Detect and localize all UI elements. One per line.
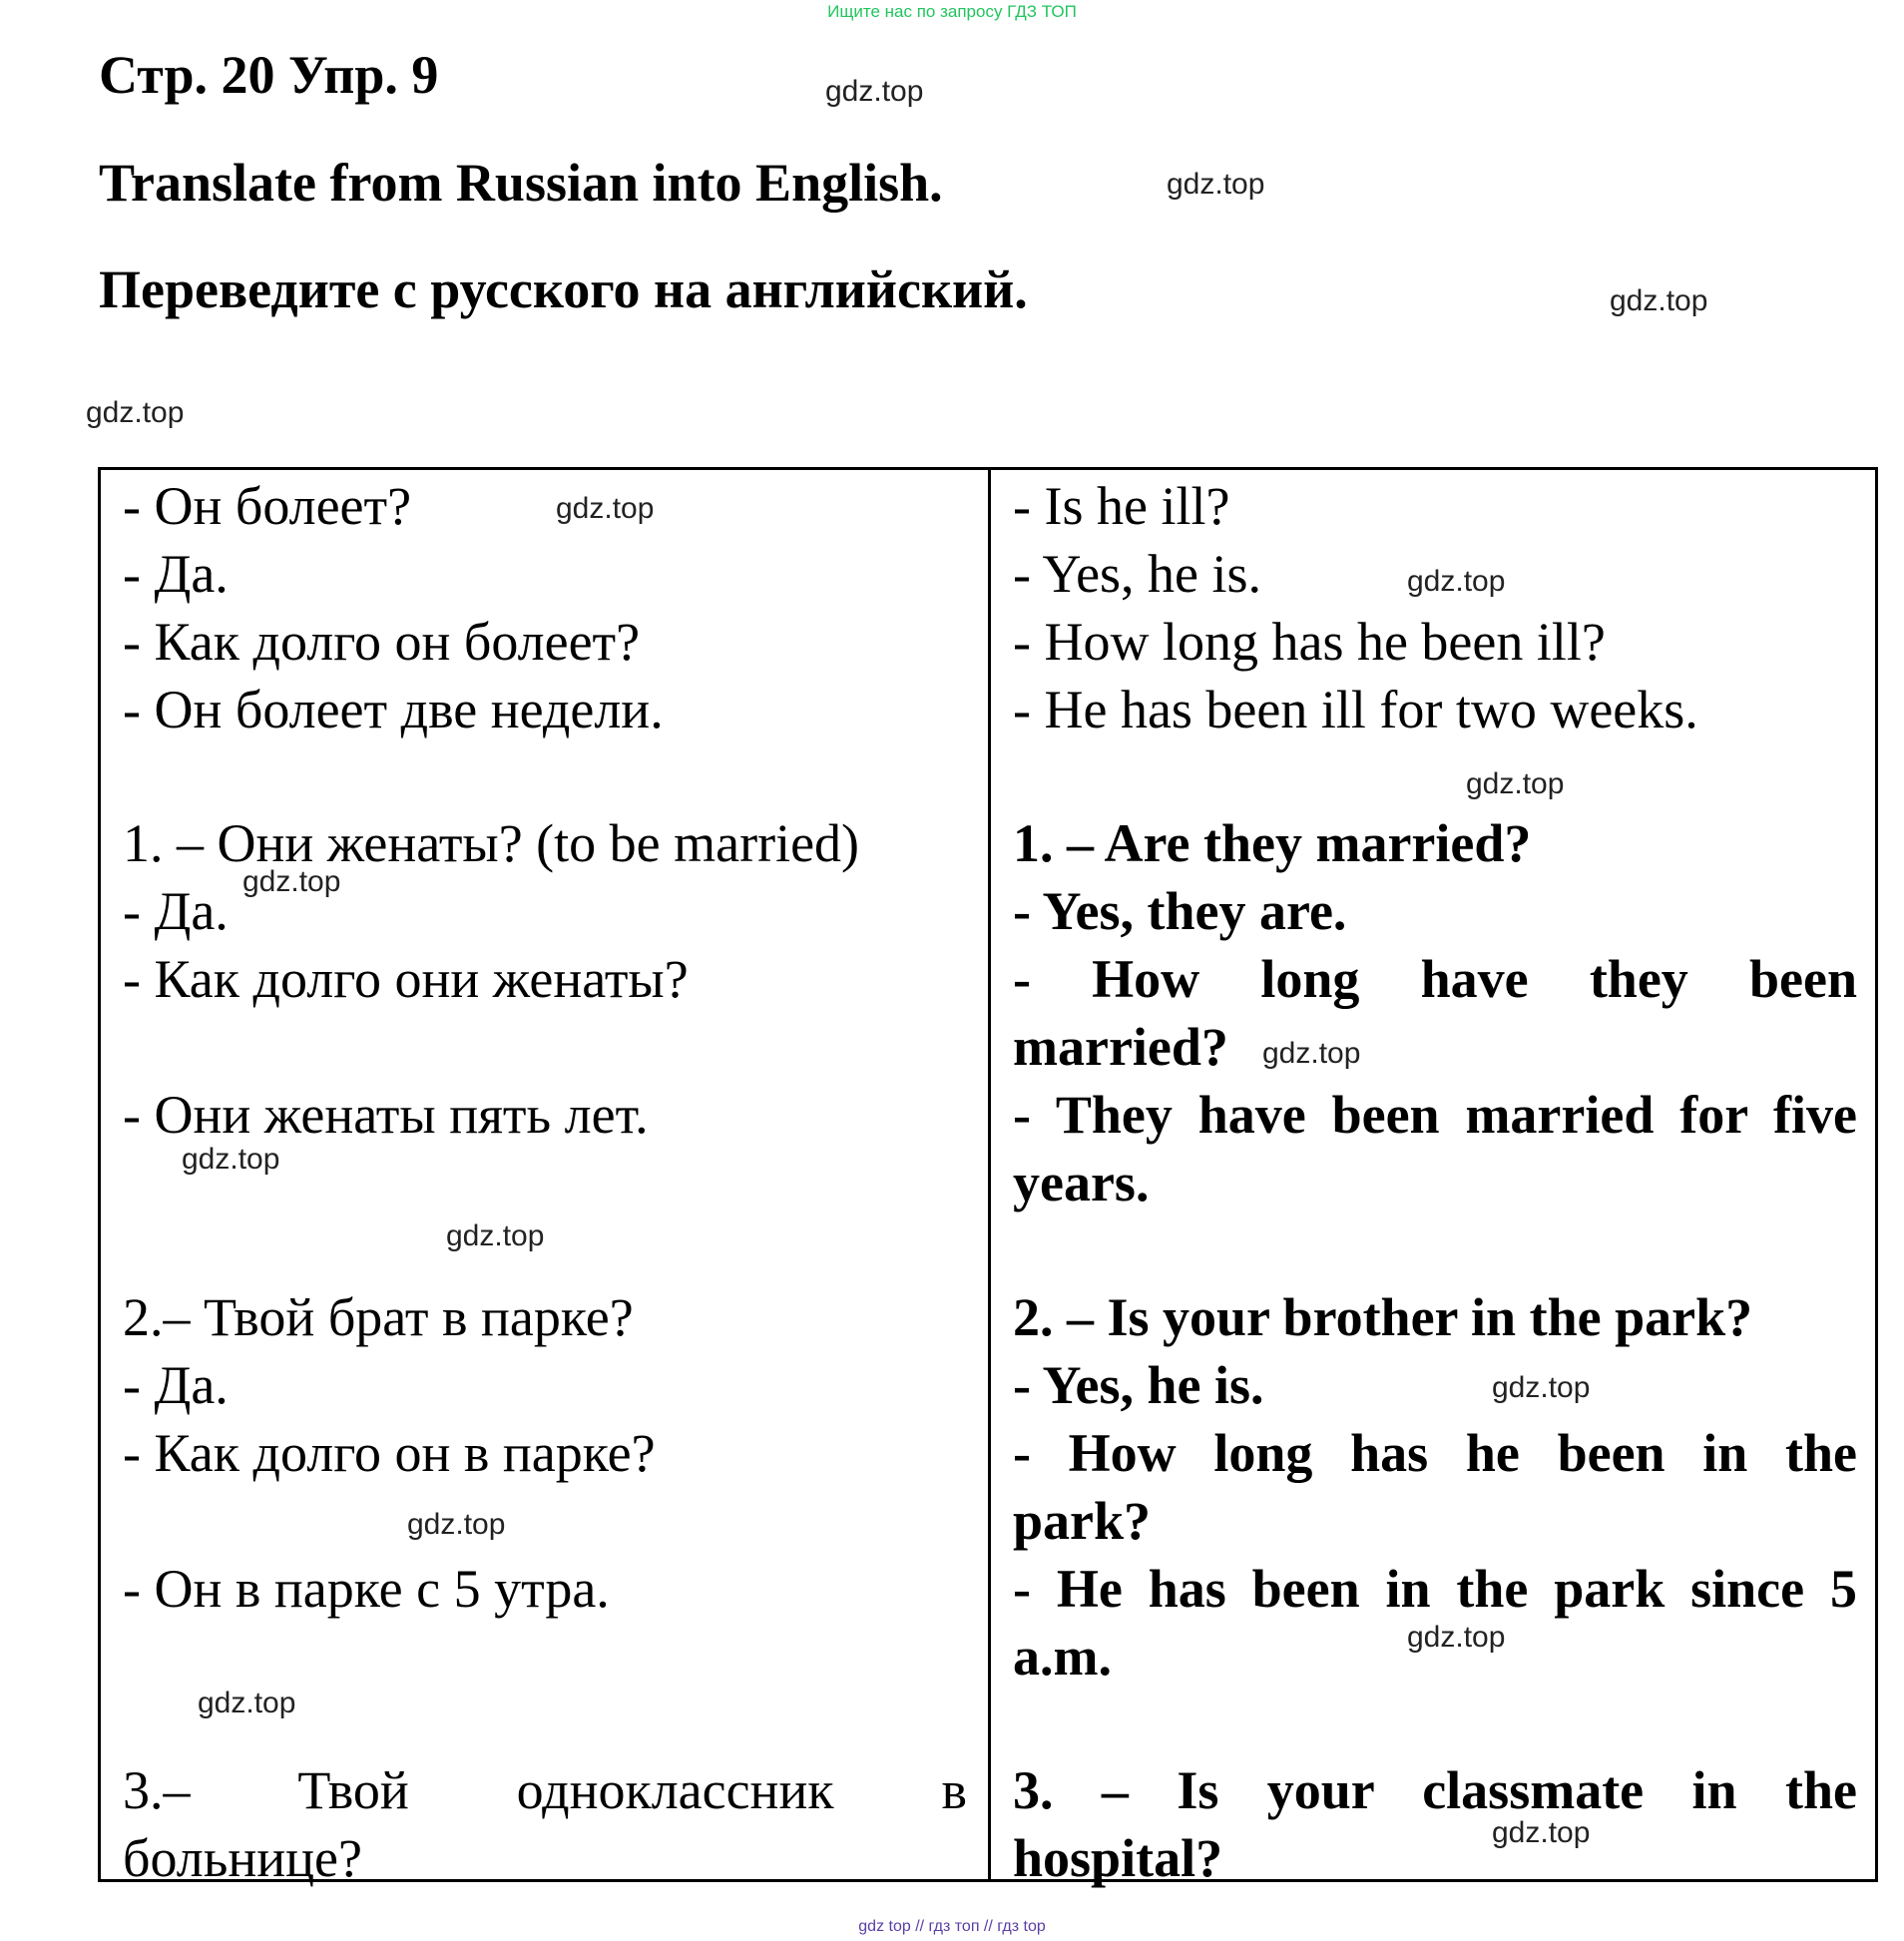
item2-ru-line: - Да. xyxy=(123,1355,229,1415)
item3-en-line: hospital? xyxy=(1013,1828,1223,1888)
item1-en-line: married? xyxy=(1013,1017,1228,1077)
item2-ru-line: - Он в парке с 5 утра. xyxy=(123,1559,610,1619)
example-ru-line: - Да. xyxy=(123,544,229,604)
item2-ru-line: 2.– Твой брат в парке? xyxy=(123,1287,634,1347)
bottom-banner: gdz top // гдз топ // гдз top xyxy=(858,1918,1046,1935)
watermark: gdz.top xyxy=(86,396,185,429)
item1-en-line: - Yes, they are. xyxy=(1013,881,1347,941)
watermark: gdz.top xyxy=(1466,767,1565,800)
watermark: gdz.top xyxy=(1492,1371,1591,1404)
example-ru-line: - Он болеет? xyxy=(123,476,412,536)
item1-ru-line: - Да. xyxy=(123,881,229,941)
item1-ru-line: - Как долго они женаты? xyxy=(123,949,689,1009)
watermark: gdz.top xyxy=(407,1508,506,1541)
item2-en-line: - Yes, he is. xyxy=(1013,1355,1264,1415)
item2-ru-line: - Как долго он в парке? xyxy=(123,1423,656,1483)
watermark: gdz.top xyxy=(1492,1816,1591,1849)
example-ru-line: - Он болеет две недели. xyxy=(123,680,664,739)
item3-ru-line: больнице? xyxy=(123,1828,362,1888)
watermark: gdz.top xyxy=(182,1143,280,1176)
watermark: gdz.top xyxy=(1407,565,1506,598)
top-banner: Ищите нас по запросу ГДЗ ТОП xyxy=(827,2,1077,21)
item1-en-line: years. xyxy=(1013,1153,1150,1213)
watermark: gdz.top xyxy=(1167,168,1265,201)
example-ru-line: - Как долго он болеет? xyxy=(123,612,641,672)
example-en-line: - How long has he been ill? xyxy=(1013,612,1606,672)
column-divider xyxy=(988,470,991,1879)
watermark: gdz.top xyxy=(1262,1037,1361,1070)
item2-en-line: a.m. xyxy=(1013,1627,1112,1687)
item2-en-line: - How long has he been in the xyxy=(1013,1423,1857,1483)
watermark: gdz.top xyxy=(446,1219,545,1252)
watermark: gdz.top xyxy=(1407,1621,1506,1654)
translation-table xyxy=(98,467,1878,1888)
item3-en-line: 3. – Is your classmate in the xyxy=(1013,1760,1857,1820)
example-en-line: - Yes, he is. xyxy=(1013,544,1262,604)
example-en-line: - Is he ill? xyxy=(1013,476,1230,536)
item1-en-line: 1. – Are they married? xyxy=(1013,813,1532,873)
item1-ru-line: 1. – Они женаты? (to be married) xyxy=(123,813,860,873)
item2-en-line: 2. – Is your brother in the park? xyxy=(1013,1287,1753,1347)
watermark: gdz.top xyxy=(242,865,341,898)
item2-en-line: - He has been in the park since 5 xyxy=(1013,1559,1857,1619)
example-en-line: - He has been ill for two weeks. xyxy=(1013,680,1698,739)
item1-en-line: - How long have they been xyxy=(1013,949,1857,1009)
instruction-english: Translate from Russian into English. xyxy=(99,153,943,213)
watermark: gdz.top xyxy=(198,1687,296,1719)
item2-en-line: park? xyxy=(1013,1491,1152,1551)
watermark: gdz.top xyxy=(1610,284,1708,317)
page-title: Стр. 20 Упр. 9 xyxy=(99,45,439,105)
watermark: gdz.top xyxy=(825,75,924,108)
item1-en-line: - They have been married for five xyxy=(1013,1085,1857,1145)
instruction-russian: Переведите с русского на английский. xyxy=(99,259,1028,319)
item1-ru-line: - Они женаты пять лет. xyxy=(123,1085,649,1145)
watermark: gdz.top xyxy=(556,492,655,525)
item3-ru-line: 3.– Твой одноклассник в xyxy=(123,1760,967,1820)
